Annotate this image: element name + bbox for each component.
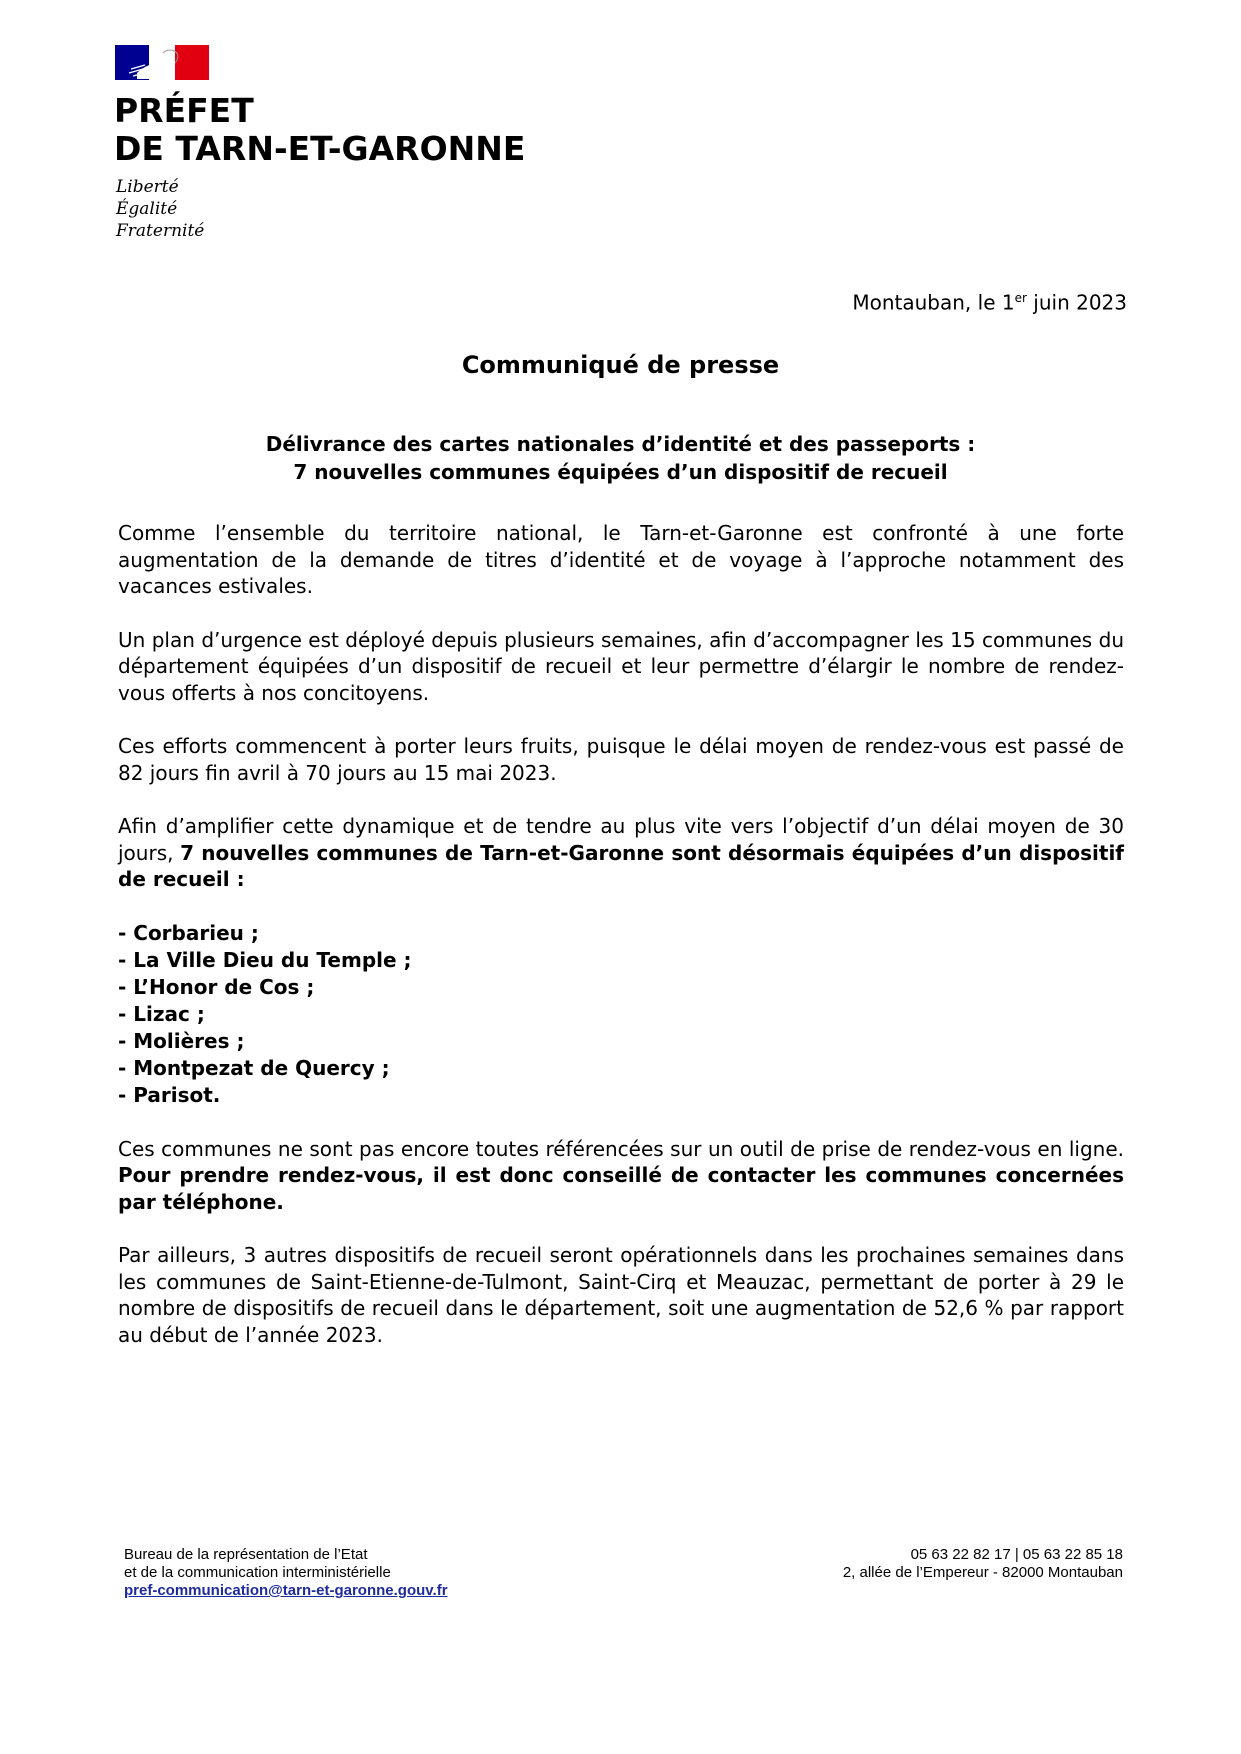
republic-motto (116, 176, 204, 242)
paragraph-new-communes-normal: Afin d’amplifier cette dynamique et de tendre au plus vite vers l’objectif d’un délai moyen de 30 jours, (118, 814, 1124, 865)
paragraph-context: Comme l’ensemble du territoire national, le Tarn-et-Garonne est confronté à une forte augmentation de la demande de titres d’identité et de voyage à l’approche notamment des vacances estivales. (118, 521, 1124, 598)
motto-liberte: Liberté (116, 177, 179, 197)
subject-line1: Délivrance des cartes nationales d’identité et des passeports : (265, 432, 976, 456)
list-item: - Molières ; (118, 1028, 245, 1053)
prefecture-name (114, 92, 525, 168)
prefecture-name-line1: PRÉFET (114, 91, 254, 130)
date-superscript: er (1014, 291, 1027, 305)
motto-egalite: Égalité (116, 199, 178, 219)
paragraph-appointments (118, 1136, 1124, 1216)
list-item: - Corbarieu ; (118, 920, 259, 945)
paragraph-new-communes (118, 813, 1124, 893)
list-item: - L’Honor de Cos ; (118, 974, 315, 999)
footer-contact-office (124, 1546, 448, 1600)
footer-address: 2, allée de l’Empereur - 82000 Montauban (842, 1564, 1123, 1581)
date-line (852, 286, 1127, 315)
footer-office-line1: Bureau de la représentation de l’Etat (124, 1546, 368, 1563)
paragraph-plan: Un plan d’urgence est déployé depuis plusieurs semaines, afin d’accompagner les 15 communes du département équipées d’un dispositif de recueil et leur permettre d’élargir le nombre de rendez-vous offerts à nos concitoyens. (118, 627, 1124, 705)
subject-line2: 7 nouvelles communes équipées d’un dispositif de recueil (293, 460, 948, 484)
list-item: - Montpezat de Quercy ; (118, 1055, 390, 1080)
paragraph-results: Ces efforts commencent à porter leurs fruits, puisque le délai moyen de rendez-vous est passé de 82 jours fin avril à 70 jours au 15 mai 2023. (118, 734, 1124, 785)
footer-contact-address (843, 1546, 1123, 1582)
date-suffix: juin 2023 (1026, 290, 1127, 315)
footer-phone-numbers: 05 63 22 82 17 | 05 63 22 85 18 (910, 1546, 1123, 1563)
paragraph-appointments-normal: Ces communes ne sont pas encore toutes référencées sur un outil de prise de rendez-vous en ligne. (118, 1136, 1124, 1161)
communes-list (118, 920, 1124, 1109)
paragraph-upcoming: Par ailleurs, 3 autres dispositifs de recueil seront opérationnels dans les prochaines semaines dans les communes de Saint-Etienne-de-Tulmont, Saint-Cirq et Meauzac, permettant de porter à 29 le nombre de dispositifs de recueil dans le département, soit une augmentation de 52,6 % par rapport au début de l’année 2023. (118, 1243, 1124, 1347)
motto-fraternite: Fraternité (116, 221, 205, 241)
list-item: - La Ville Dieu du Temple ; (118, 947, 412, 972)
marianne-logo (115, 45, 209, 80)
list-item: - Lizac ; (118, 1001, 205, 1026)
document-title: Communiqué de presse (461, 351, 780, 379)
list-item: - Parisot. (118, 1082, 221, 1107)
body-text (118, 520, 1124, 1375)
footer-email-link[interactable]: pref-communication@tarn-et-garonne.gouv.fr (124, 1582, 448, 1599)
paragraph-appointments-bold: Pour prendre rendez-vous, il est donc conseillé de contacter les communes concernées par téléphone. (118, 1163, 1124, 1214)
footer-office-line2: et de la communication interministérielle (124, 1564, 391, 1581)
date-prefix: Montauban, le 1 (852, 290, 1015, 315)
prefecture-name-line2: DE TARN-ET-GARONNE (114, 129, 526, 168)
paragraph-new-communes-bold: 7 nouvelles communes de Tarn-et-Garonne sont désormais équipées d’un dispositif de recueil : (118, 840, 1125, 891)
subject-heading (0, 430, 1241, 486)
